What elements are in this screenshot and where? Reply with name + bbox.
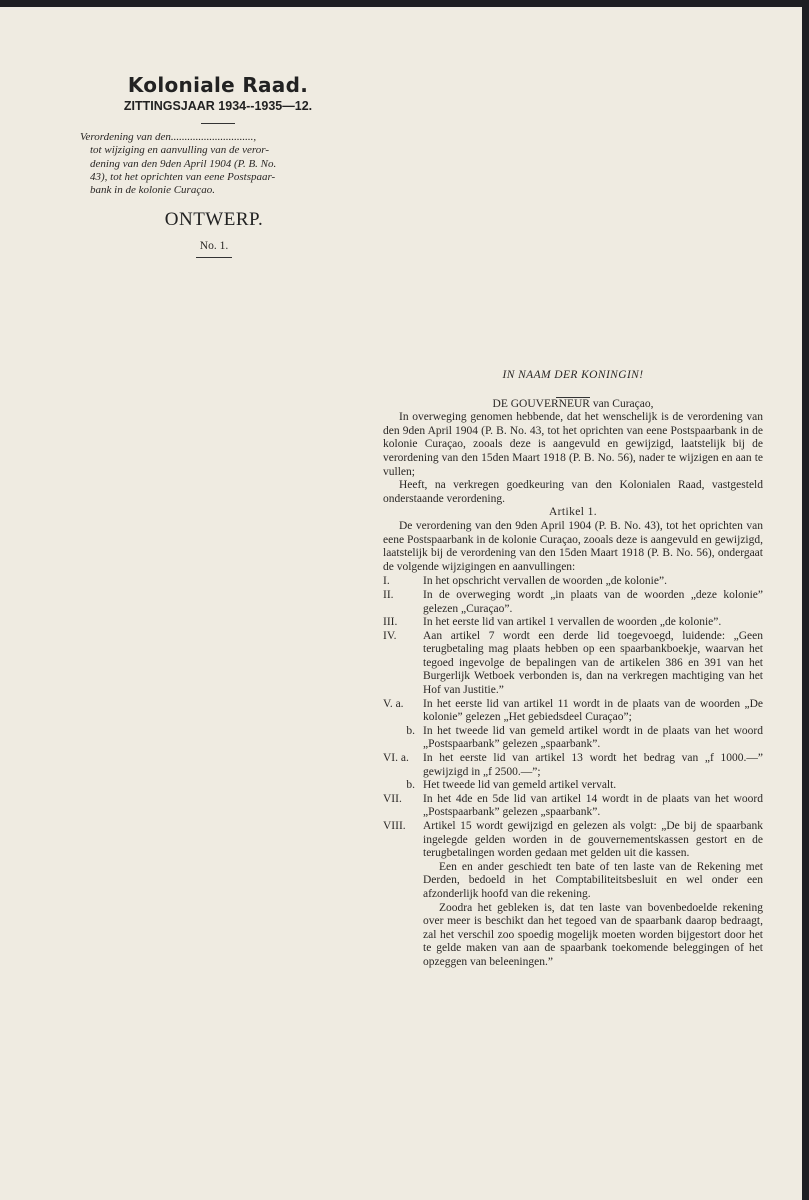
item-label: I. <box>383 575 390 588</box>
list-item <box>383 575 763 589</box>
document-header <box>78 73 358 124</box>
draft-label: ONTWERP. <box>164 209 264 230</box>
description-line: tot wijziging en aanvulling van de veror- <box>90 144 270 157</box>
item-label: b. <box>406 779 415 792</box>
divider <box>201 123 235 124</box>
item-text: Het tweede lid van gemeld artikel vervalt. <box>423 779 617 792</box>
council-title: Koloniale Raad. <box>127 73 309 97</box>
preamble: In overweging genomen hebbende, dat het wenschelijk is de verordening van den 9den April 1904 (P. B. No. 43, tot het oprichten van eene Postspaarbank in de kolonie Curaçao, zooals deze is aangevuld en gewijzigd, laatstelijk bij de verordening van den 15den Maart 1918 (P. B. No. 56), nader te wijzigen en aan te vullen; <box>383 411 763 478</box>
article-title: Artikel 1. <box>548 506 598 519</box>
item-text-main: Artikel 15 wordt gewijzigd en gelezen als volgt: „De bij de spaarbank ingelegde gelden worden in de gouvernementskassen gestort en de terugbetalingen worden gedaan met gelden uit die kassen. <box>423 820 763 860</box>
list-item <box>383 630 763 698</box>
draft-number-block <box>80 240 348 258</box>
draft-number: No. 1. <box>199 240 229 252</box>
item-text: In het 4de en 5de lid van artikel 14 wordt in de plaats van het woord „Postspaarbank” gelezen „spaarbank”. <box>423 792 763 819</box>
document-page <box>0 7 802 1200</box>
governor-line: DE GOUVERNEUR van Curaçao, <box>492 397 654 410</box>
item-label: VI. a. <box>383 752 409 765</box>
item-label: II. <box>383 588 394 601</box>
amendment-list <box>383 575 763 969</box>
description-line: dening van den 9den April 1904 (P. B. No. <box>90 157 277 170</box>
invocation: IN NAAM DER KONINGIN! <box>502 369 644 381</box>
item-text: In het opschricht vervallen de woorden „de kolonie”. <box>423 575 667 588</box>
item-label: VII. <box>383 792 402 805</box>
approval-clause: Heeft, na verkregen goedkeuring van den Kolonialen Raad, vastgesteld onderstaande verordening. <box>383 479 763 505</box>
item-text: In het eerste lid van artikel 13 wordt het bedrag van „f 1000.—” gewijzigd in „f 2500.—”; <box>423 752 763 778</box>
item-paragraph: Een en ander geschiedt ten bate of ten laste van de Rekening met Derden, bedoeld in het Comptabiliteitsbesluit en wel onder een afzonderlijk hoofd van die rekening. <box>423 860 763 900</box>
description-line: 43), tot het oprichten van eene Postspaar- <box>90 170 276 183</box>
list-item <box>383 820 763 970</box>
list-item <box>383 616 763 630</box>
ordinance-description <box>80 131 348 197</box>
description-line: bank in de kolonie Curaçao. <box>90 184 215 197</box>
item-label: III. <box>383 616 398 629</box>
ordinance-body <box>383 369 763 970</box>
article-intro: De verordening van den 9den April 1904 (P. B. No. 43), tot het oprichten van eene Postspaarbank in de kolonie Curaçao, zooals deze is aangevuld en gewijzigd, laatstelijk bij de verordening van den 15den Maart 1918 (P. B. No. 56), ondergaat de volgende wijzigingen en aanvullingen: <box>383 519 763 573</box>
item-label: b. <box>406 724 415 737</box>
list-item <box>383 752 763 779</box>
divider <box>196 257 232 258</box>
item-label: IV. <box>383 629 397 642</box>
list-item <box>383 589 763 616</box>
item-text <box>423 820 763 970</box>
list-item <box>383 725 763 752</box>
item-label: V. a. <box>383 697 404 710</box>
item-text: In het tweede lid van gemeld artikel wordt in de plaats van het woord „Postspaarbank” gelezen „spaarbank”. <box>423 724 763 751</box>
item-paragraph: Zoodra het gebleken is, dat ten laste van bovenbedoelde rekening over meer is beschikt dan het tegoed van de spaarbank daarop bedraagt, zal het verschil zoo spoedig mogelijk moeten worden bijgestort door het te gelde maken van aan de spaarbank toekomende beleggingen of het opzeggen van beleeningen.” <box>423 901 763 968</box>
item-label: VIII. <box>383 820 406 832</box>
item-text: In het eerste lid van artikel 11 wordt in de plaats van de woorden „De kolonie” gelezen „Het gebiedsdeel Curaçao”; <box>423 697 763 724</box>
item-text: In de overweging wordt „in plaats van de woorden „deze kolonie” gelezen „Curaçao”. <box>423 588 763 615</box>
description-line: Verordening van den.............................., <box>80 131 257 143</box>
list-item <box>383 698 763 725</box>
list-item <box>383 779 763 793</box>
item-text: Aan artikel 7 wordt een derde lid toegevoegd, luidende: „Geen terugbetaling mag plaats hebben op een spaarbankboekje, waarvan het tegoed ingevolge de bepalingen van de artikelen 386 en 391 van het Burgerlijk Wetboek verbonden is, dan na verkregen machtiging van het Hof van Justitie.” <box>423 629 763 697</box>
session-year: ZITTINGSJAAR 1934--1935—12. <box>123 99 313 113</box>
list-item <box>383 793 763 820</box>
item-text: In het eerste lid van artikel 1 vervallen de woorden „de kolonie”. <box>423 616 722 629</box>
